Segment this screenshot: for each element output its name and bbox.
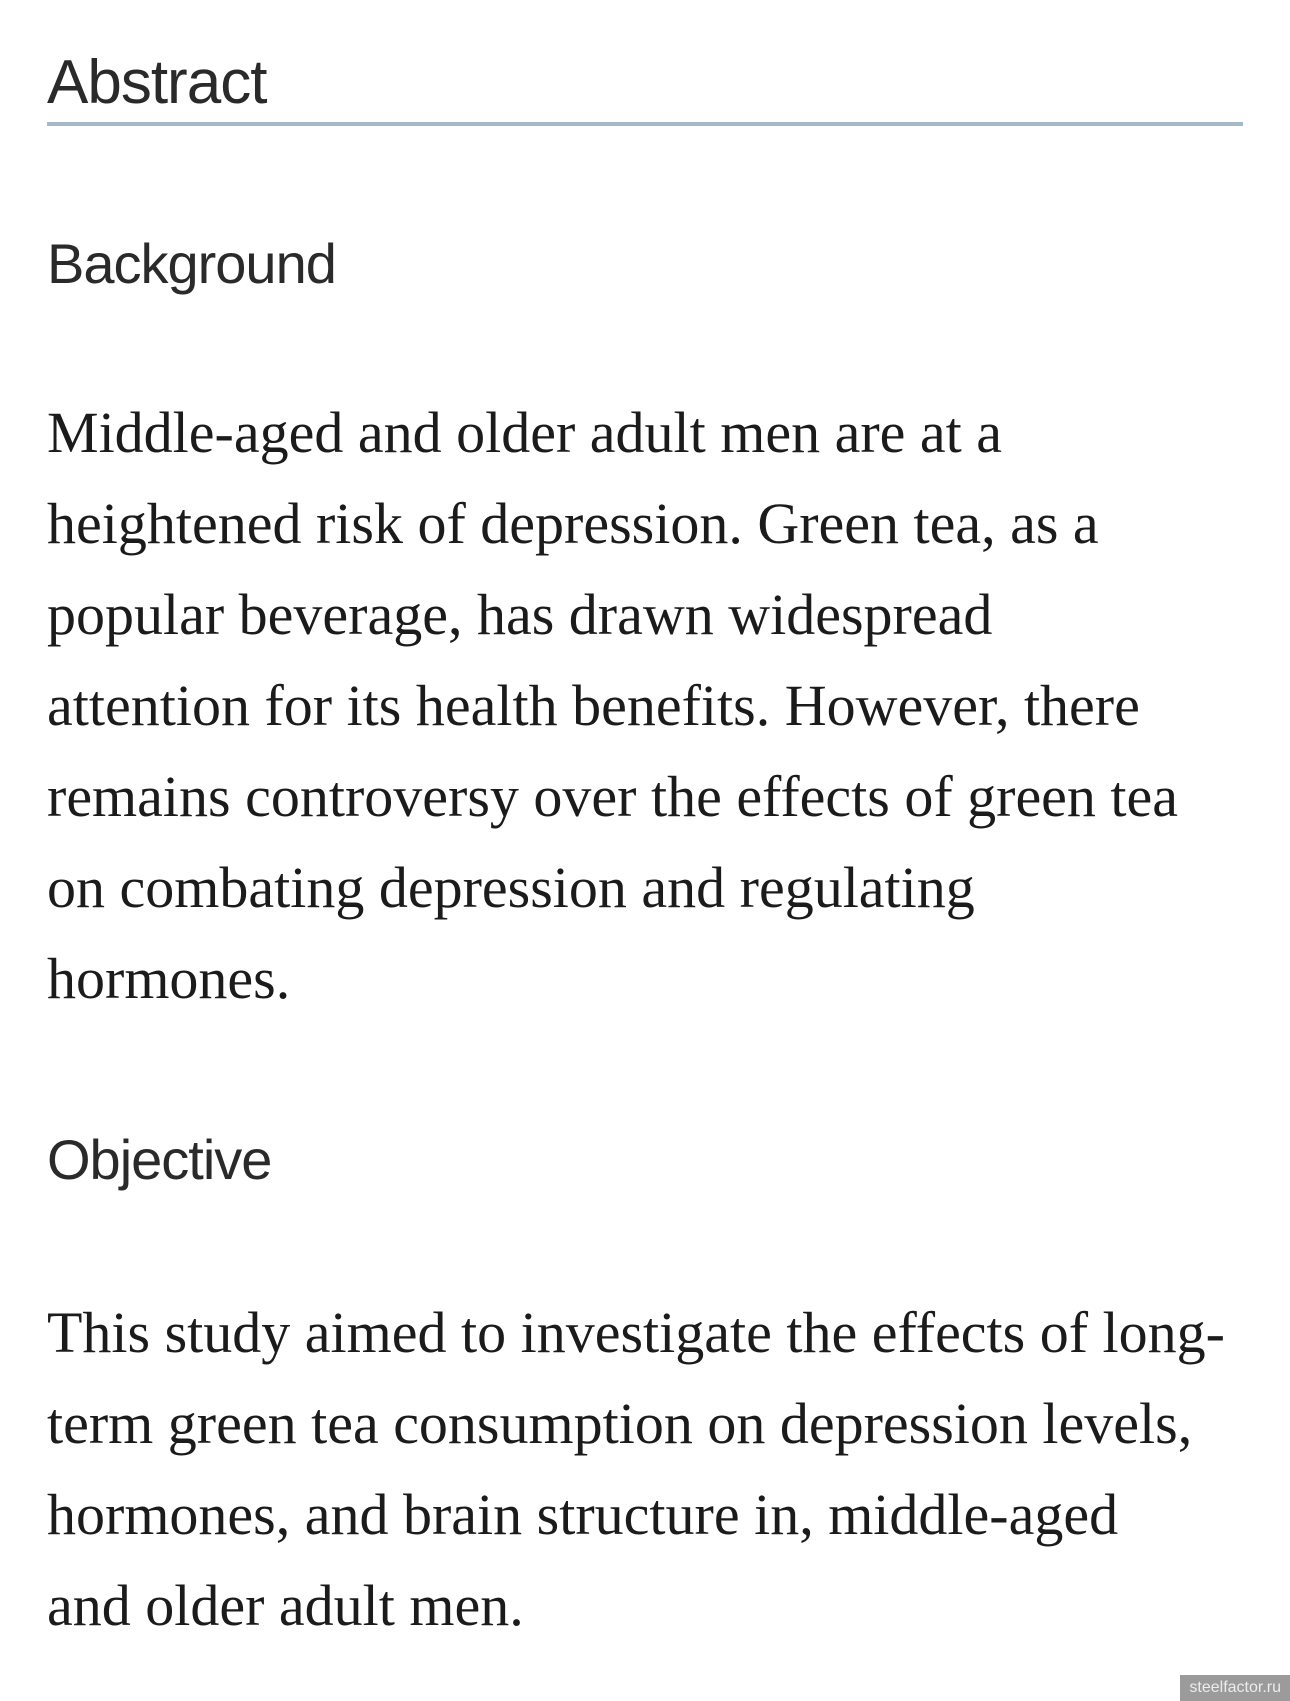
paragraph-line: hormones. bbox=[47, 946, 291, 1011]
background-paragraph bbox=[47, 387, 1178, 1024]
paragraph-line: Middle-aged and older adult men are at a bbox=[47, 400, 1002, 465]
paragraph-line: attention for its health benefits. However, there bbox=[47, 673, 1140, 738]
paragraph-line: hormones, and brain structure in, middle-aged bbox=[47, 1482, 1119, 1547]
paragraph-line: and older adult men. bbox=[47, 1573, 524, 1638]
objective-paragraph bbox=[47, 1287, 1225, 1651]
paragraph-line: on combating depression and regulating bbox=[47, 855, 975, 920]
abstract-heading: Abstract bbox=[47, 48, 267, 117]
paragraph-line: term green tea consumption on depression levels, bbox=[47, 1391, 1193, 1456]
watermark-badge: steelfactor.ru bbox=[1180, 1675, 1290, 1701]
objective-heading: Objective bbox=[47, 1128, 272, 1191]
background-heading: Background bbox=[47, 232, 336, 295]
section-divider bbox=[47, 122, 1243, 126]
paragraph-line: popular beverage, has drawn widespread bbox=[47, 582, 993, 647]
paragraph-line: remains controversy over the effects of green tea bbox=[47, 764, 1179, 829]
paragraph-line: This study aimed to investigate the effects of long- bbox=[47, 1300, 1225, 1365]
paragraph-line: heightened risk of depression. Green tea, as a bbox=[47, 491, 1099, 556]
